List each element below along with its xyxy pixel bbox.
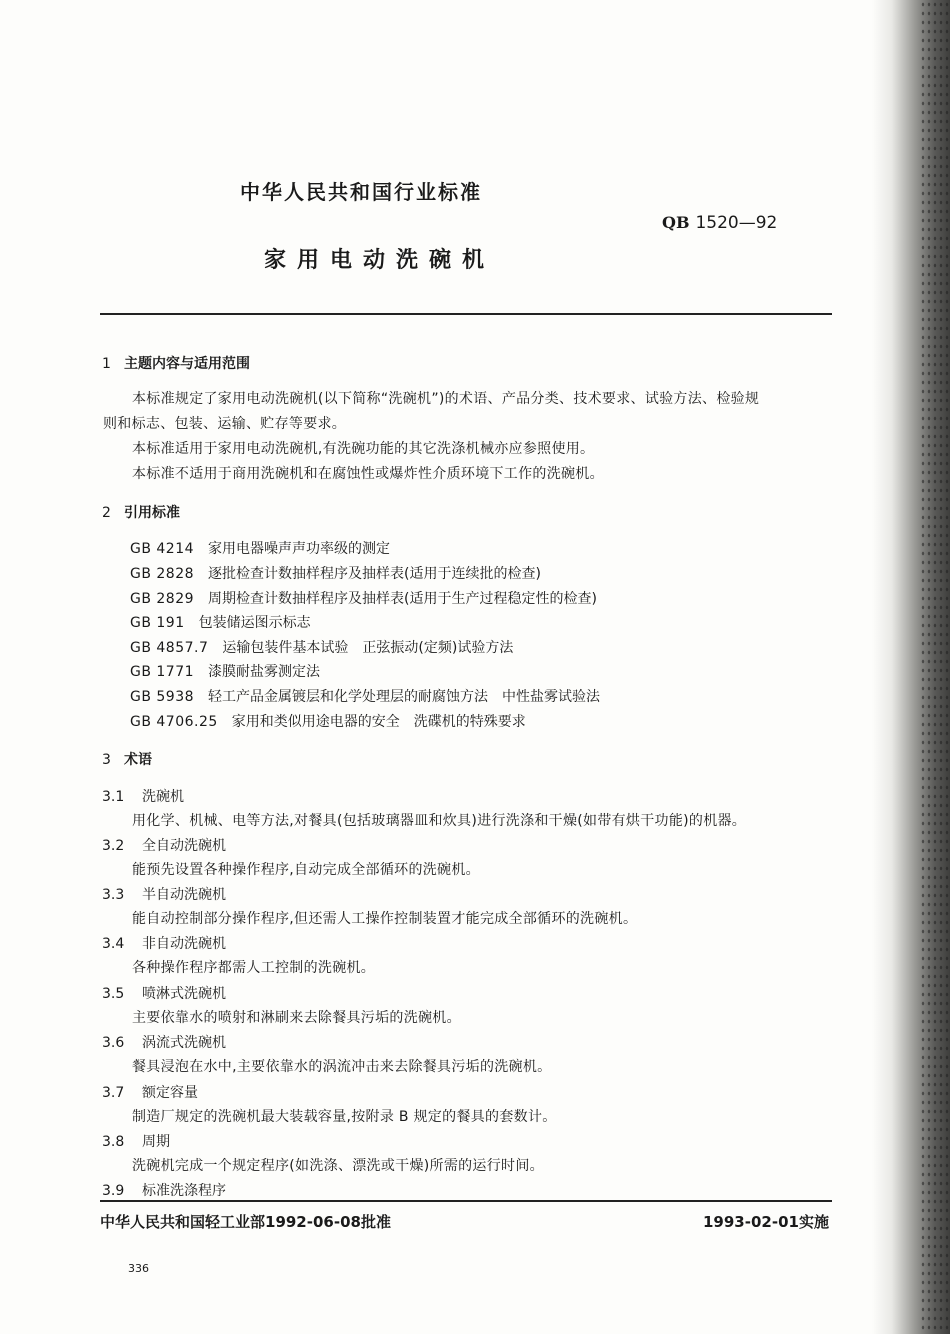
header-divider: [100, 313, 832, 315]
reference-item: [130, 563, 541, 583]
term-definition: 能预先设置各种操作程序,自动完成全部循环的洗碗机。: [132, 862, 480, 878]
org-title: 中华人民共和国行业标准: [240, 180, 482, 204]
term-heading: [102, 1082, 198, 1102]
reference-code: GB 5938: [130, 689, 195, 705]
term-definition: 制造厂规定的洗碗机最大装载容量,按附录 B 规定的餐具的套数计。: [132, 1109, 557, 1125]
term-definition: 能自动控制部分操作程序,但还需人工操作控制装置才能完成全部循环的洗碗机。: [132, 911, 638, 927]
reference-title: 漆膜耐盐雾测定法: [208, 664, 321, 680]
term-name: 非自动洗碗机: [142, 936, 226, 952]
term-heading: [102, 1032, 226, 1052]
reference-code: GB 4857.7: [130, 640, 209, 656]
section-2-heading: [102, 502, 180, 522]
term-number: 3.2: [102, 838, 125, 854]
section-number: 3: [102, 752, 111, 768]
paragraph: 则和标志、包装、运输、贮存等要求。: [103, 416, 347, 432]
standard-code-number: 1520—92: [695, 213, 778, 233]
reference-item: [130, 588, 597, 608]
term-heading: [102, 835, 226, 855]
term-heading: [102, 933, 226, 953]
reference-code: GB 2829: [130, 591, 195, 607]
footer-divider: [100, 1200, 832, 1202]
reference-title: 家用和类似用途电器的安全 洗碟机的特殊要求: [231, 714, 526, 730]
term-definition: 各种操作程序都需人工控制的洗碗机。: [132, 960, 376, 976]
section-1-heading: [102, 353, 250, 373]
term-name: 喷淋式洗碗机: [142, 986, 226, 1002]
paragraph: 本标准规定了家用电动洗碗机(以下简称“洗碗机”)的术语、产品分类、技术要求、试验方法、检验规: [132, 391, 760, 407]
reference-item: [130, 538, 390, 558]
reference-title: 周期检查计数抽样程序及抽样表(适用于生产过程稳定性的检查): [208, 591, 597, 607]
term-number: 3.6: [102, 1035, 125, 1051]
term-name: 全自动洗碗机: [142, 838, 226, 854]
term-name: 额定容量: [142, 1085, 198, 1101]
reference-title: 运输包装件基本试验 正弦振动(定频)试验方法: [222, 640, 514, 656]
term-name: 洗碗机: [142, 789, 184, 805]
reference-item: [130, 612, 311, 632]
scan-edge-noise: [920, 0, 950, 1334]
reference-title: 家用电器噪声声功率级的测定: [208, 541, 391, 557]
section-3-heading: [102, 749, 152, 769]
reference-code: GB 4706.25: [130, 714, 218, 730]
paragraph: 本标准适用于家用电动洗碗机,有洗碗功能的其它洗涤机械亦应参照使用。: [132, 441, 595, 457]
term-heading: [102, 884, 226, 904]
term-number: 3.5: [102, 986, 125, 1002]
section-title: 术语: [124, 752, 152, 768]
reference-item: [130, 686, 600, 706]
term-definition: 餐具浸泡在水中,主要依靠水的涡流冲击来去除餐具污垢的洗碗机。: [132, 1059, 552, 1075]
term-heading: [102, 983, 226, 1003]
term-number: 3.7: [102, 1085, 125, 1101]
reference-code: GB 1771: [130, 664, 195, 680]
term-definition: 主要依靠水的喷射和淋刷来去除餐具污垢的洗碗机。: [132, 1010, 461, 1026]
paragraph: 本标准不适用于商用洗碗机和在腐蚀性或爆炸性介质环境下工作的洗碗机。: [132, 466, 604, 482]
term-heading: [102, 786, 184, 806]
effective-date: 1993-02-01实施: [703, 1213, 829, 1231]
reference-code: GB 2828: [130, 566, 195, 582]
term-name: 涡流式洗碗机: [142, 1035, 226, 1051]
term-heading: [102, 1180, 226, 1200]
term-definition: 用化学、机械、电等方法,对餐具(包括玻璃器皿和炊具)进行洗涤和干燥(如带有烘干功能)的机器。: [132, 813, 747, 829]
term-name: 周期: [142, 1134, 170, 1150]
reference-item: [130, 637, 513, 657]
term-number: 3.3: [102, 887, 125, 903]
reference-item: [130, 661, 320, 681]
term-name: 半自动洗碗机: [142, 887, 226, 903]
reference-title: 轻工产品金属镀层和化学处理层的耐腐蚀方法 中性盐雾试验法: [208, 689, 601, 705]
term-number: 3.1: [102, 789, 125, 805]
section-title: 主题内容与适用范围: [124, 356, 250, 372]
term-heading: [102, 1131, 170, 1151]
term-number: 3.9: [102, 1183, 125, 1199]
reference-title: 逐批检查计数抽样程序及抽样表(适用于连续批的检查): [208, 566, 541, 582]
standard-number: [662, 213, 777, 233]
reference-title: 包装储运图示标志: [198, 615, 311, 631]
reference-code: GB 4214: [130, 541, 195, 557]
section-number: 2: [102, 505, 111, 521]
reference-item: [130, 711, 526, 731]
section-title: 引用标准: [124, 505, 180, 521]
section-number: 1: [102, 356, 111, 372]
term-number: 3.4: [102, 936, 125, 952]
term-name: 标准洗涤程序: [142, 1183, 226, 1199]
page-number: 336: [128, 1262, 149, 1275]
approval-line: 中华人民共和国轻工业部1992-06-08批准: [100, 1213, 391, 1231]
reference-code: GB 191: [130, 615, 185, 631]
term-number: 3.8: [102, 1134, 125, 1150]
standard-code-prefix: QB: [662, 213, 690, 232]
term-definition: 洗碗机完成一个规定程序(如洗涤、漂洗或干燥)所需的运行时间。: [132, 1158, 544, 1174]
document-title: 家用电动洗碗机: [264, 248, 496, 273]
